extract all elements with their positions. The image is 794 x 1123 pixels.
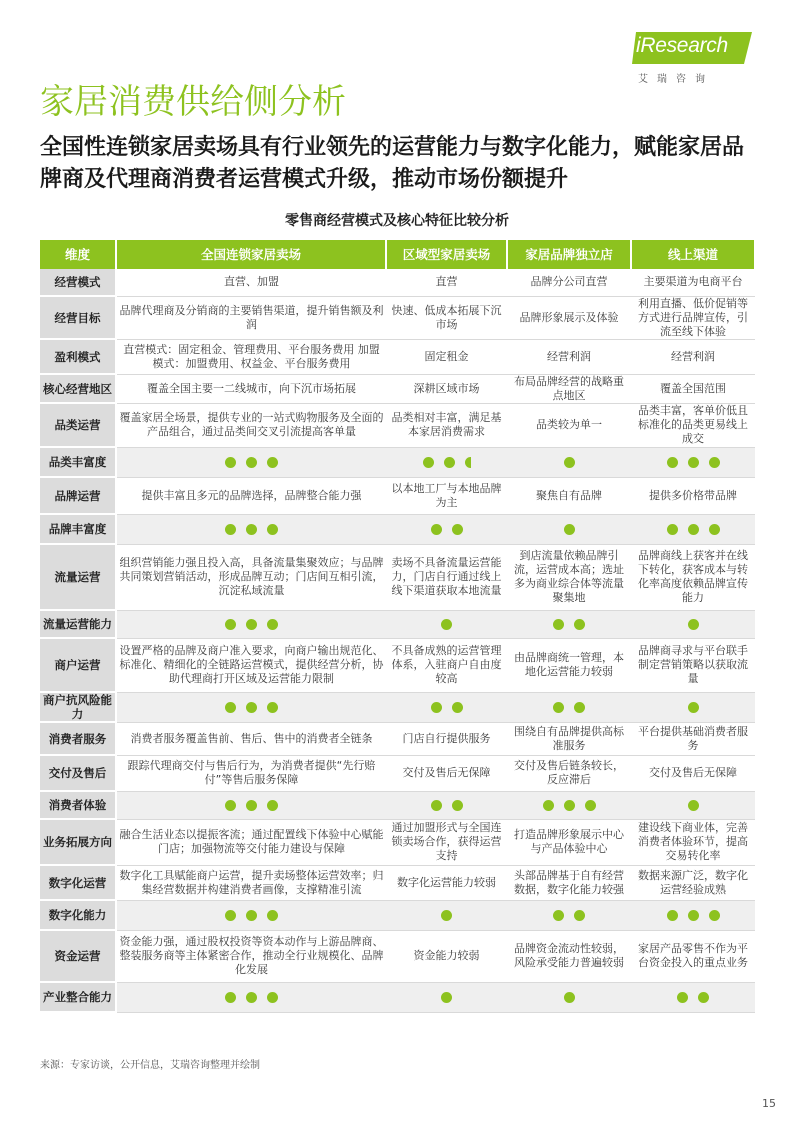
- row-label: 业务拓展方向: [40, 819, 116, 865]
- score-cell: [116, 610, 386, 638]
- table-row: [40, 477, 755, 514]
- page-subtitle: 全国性连锁家居卖场具有行业领先的运营能力与数字化能力，赋能家居品牌商及代理商消费者运营模式升级，推动市场份额提升: [40, 135, 745, 192]
- table-row: [40, 296, 755, 339]
- row-label: 交付及售后: [40, 755, 116, 791]
- table-row: [40, 544, 755, 610]
- score-cell: [116, 900, 386, 930]
- score-dot: [225, 619, 236, 630]
- score-dot: [564, 457, 575, 468]
- table-cell: 数据来源广泛，数字化运营经验成熟: [631, 865, 755, 900]
- row-label: 流量运营能力: [40, 610, 116, 638]
- table-cell: 头部品牌基于自有经营数据，数字化能力较强: [507, 865, 631, 900]
- score-dot: [677, 992, 688, 1003]
- row-label: 品牌丰富度: [40, 514, 116, 544]
- table-cell: 品类较为单一: [507, 403, 631, 447]
- table-cell: 经营利润: [631, 339, 755, 374]
- score-cell: [386, 791, 507, 819]
- header-national-chain: 全国连锁家居卖场: [116, 240, 386, 269]
- header-online: 线上渠道: [631, 240, 755, 269]
- table-cell: 覆盖家居全场景，提供专业的一站式购物服务及全面的产品组合，通过品类间交叉引流提高客单量: [116, 403, 386, 447]
- score-cell: [386, 447, 507, 477]
- row-label: 经营模式: [40, 269, 116, 296]
- table-cell: 打造品牌形象展示中心与产品体验中心: [507, 819, 631, 865]
- table-cell: 聚焦自有品牌: [507, 477, 631, 514]
- table-row: [40, 269, 755, 296]
- row-label: 核心经营地区: [40, 374, 116, 403]
- score-dot: [246, 619, 257, 630]
- table-cell: 设置严格的品牌及商户准入要求，向商户输出规范化、标准化、精细化的全链路运营模式，提供经营分析，协助代理商打开区域及运营能力限制: [116, 638, 386, 692]
- score-dot: [574, 910, 585, 921]
- score-dot: [267, 800, 278, 811]
- table-cell: 以本地工厂与本地品牌为主: [386, 477, 507, 514]
- score-cell: [631, 900, 755, 930]
- score-dot: [564, 524, 575, 535]
- table-row: [40, 930, 755, 982]
- table-row: [40, 339, 755, 374]
- table-cell: 通过加盟形式与全国连锁卖场合作，获得运营支持: [386, 819, 507, 865]
- table-cell: 消费者服务覆盖售前、售后、售中的消费者全链条: [116, 722, 386, 755]
- row-label: 盈利模式: [40, 339, 116, 374]
- table-cell: 资金能力强，通过股权投资等资本动作与上游品牌商、整装服务商等主体紧密合作，推动全行业规模化、品牌化发展: [116, 930, 386, 982]
- table-cell: 品类丰富，客单价低且标准化的品类更易线上成交: [631, 403, 755, 447]
- row-label: 经营目标: [40, 296, 116, 339]
- score-dot: [574, 702, 585, 713]
- score-dot: [267, 457, 278, 468]
- table-cell: 到店流量依赖品牌引流，运营成本高；选址多为商业综合体等流量聚集地: [507, 544, 631, 610]
- table-cell: 由品牌商统一管理，本地化运营能力较弱: [507, 638, 631, 692]
- score-dot: [431, 702, 442, 713]
- score-cell: [507, 514, 631, 544]
- score-cell: [386, 982, 507, 1012]
- table-cell: 直营模式：固定租金、管理费用、平台服务费用 加盟模式：加盟费用、权益金、平台服务费用: [116, 339, 386, 374]
- table-cell: 直营: [386, 269, 507, 296]
- table-cell: 利用直播、低价促销等方式进行品牌宣传，引流至线下体验: [631, 296, 755, 339]
- row-label: 数字化能力: [40, 900, 116, 930]
- score-cell: [116, 692, 386, 722]
- table-cell: 品牌商线上获客并在线下转化，获客成本与转化率高度依赖品牌宣传能力: [631, 544, 755, 610]
- score-cell: [116, 447, 386, 477]
- score-cell: [386, 692, 507, 722]
- score-dot: [452, 800, 463, 811]
- score-dot: [225, 702, 236, 713]
- row-label: 资金运营: [40, 930, 116, 982]
- logo-subtext: 艾瑞咨询: [638, 74, 714, 85]
- source-note: 来源：专家访谈，公开信息，艾瑞咨询整理并绘制: [40, 1060, 260, 1071]
- table-cell: 卖场不具备流量运营能力，门店自行通过线上线下渠道获取本地流量: [386, 544, 507, 610]
- score-dot: [452, 524, 463, 535]
- table-cell: 门店自行提供服务: [386, 722, 507, 755]
- score-dot: [246, 524, 257, 535]
- score-dot: [709, 524, 720, 535]
- row-label: 数字化运营: [40, 865, 116, 900]
- score-dot: [709, 457, 720, 468]
- score-cell: [116, 791, 386, 819]
- row-label: 品类丰富度: [40, 447, 116, 477]
- score-dot: [698, 992, 709, 1003]
- score-dot: [564, 992, 575, 1003]
- logo-text: iResearch: [636, 34, 728, 57]
- page-title: 家居消费供给侧分析: [40, 82, 346, 122]
- score-half-dot: [465, 457, 471, 468]
- score-dot: [441, 910, 452, 921]
- table-cell: 提供丰富且多元的品牌选择，品牌整合能力强: [116, 477, 386, 514]
- score-row: [40, 900, 755, 930]
- row-label: 商户运营: [40, 638, 116, 692]
- score-dot: [225, 992, 236, 1003]
- score-dot: [688, 800, 699, 811]
- row-label: 消费者服务: [40, 722, 116, 755]
- page-number: 15: [762, 1097, 776, 1110]
- table-cell: 品牌代理商及分销商的主要销售渠道，提升销售额及利润: [116, 296, 386, 339]
- header-brand-store: 家居品牌独立店: [507, 240, 631, 269]
- table-row: [40, 403, 755, 447]
- score-dot: [585, 800, 596, 811]
- score-dot: [246, 702, 257, 713]
- score-dot: [688, 457, 699, 468]
- table-cell: 深耕区域市场: [386, 374, 507, 403]
- table-cell: 平台提供基础消费者服务: [631, 722, 755, 755]
- table-cell: 不具备成熟的运营管理体系，入驻商户自由度较高: [386, 638, 507, 692]
- table-cell: 经营利润: [507, 339, 631, 374]
- table-cell: 交付及售后链条较长，反应滞后: [507, 755, 631, 791]
- table-cell: 建设线下商业体，完善消费者体验环节，提高交易转化率: [631, 819, 755, 865]
- score-cell: [116, 514, 386, 544]
- score-cell: [507, 610, 631, 638]
- table-cell: 品类相对丰富，满足基本家居消费需求: [386, 403, 507, 447]
- score-dot: [564, 800, 575, 811]
- score-dot: [225, 910, 236, 921]
- score-dot: [246, 800, 257, 811]
- score-cell: [631, 610, 755, 638]
- score-dot: [553, 619, 564, 630]
- score-dot: [553, 702, 564, 713]
- score-dot: [431, 524, 442, 535]
- header-regional: 区域型家居卖场: [386, 240, 507, 269]
- row-label: 消费者体验: [40, 791, 116, 819]
- table-cell: 融合生活业态以提振客流；通过配置线下体验中心赋能门店；加强物流等交付能力建设与保障: [116, 819, 386, 865]
- table-cell: 布局品牌经营的战略重点地区: [507, 374, 631, 403]
- score-row: [40, 791, 755, 819]
- table-cell: 固定租金: [386, 339, 507, 374]
- score-cell: [631, 791, 755, 819]
- row-label: 品类运营: [40, 403, 116, 447]
- score-row: [40, 692, 755, 722]
- score-dot: [267, 992, 278, 1003]
- score-row: [40, 514, 755, 544]
- score-cell: [507, 982, 631, 1012]
- score-row: [40, 982, 755, 1012]
- row-label: 商户抗风险能力: [40, 692, 116, 722]
- table-cell: 组织营销能力强且投入高，具备流量集聚效应；与品牌共同策划营销活动，形成品牌互动；门店间互相引流，沉淀私域流量: [116, 544, 386, 610]
- table-cell: 品牌分公司直营: [507, 269, 631, 296]
- score-dot: [444, 457, 455, 468]
- score-cell: [116, 982, 386, 1012]
- score-dot: [543, 800, 554, 811]
- table-cell: 资金能力较弱: [386, 930, 507, 982]
- score-dot: [688, 524, 699, 535]
- score-cell: [507, 900, 631, 930]
- score-cell: [386, 900, 507, 930]
- score-cell: [631, 692, 755, 722]
- table-cell: 覆盖全国主要一二线城市，向下沉市场拓展: [116, 374, 386, 403]
- score-dot: [688, 702, 699, 713]
- table-row: [40, 819, 755, 865]
- score-cell: [631, 447, 755, 477]
- score-dot: [574, 619, 585, 630]
- score-dot: [553, 910, 564, 921]
- score-dot: [688, 910, 699, 921]
- header-dimension: 维度: [40, 240, 116, 269]
- score-cell: [507, 692, 631, 722]
- table-row: [40, 755, 755, 791]
- table-cell: 围绕自有品牌提供高标准服务: [507, 722, 631, 755]
- score-row: [40, 610, 755, 638]
- table-cell: 提供多价格带品牌: [631, 477, 755, 514]
- score-dot: [267, 910, 278, 921]
- score-dot: [441, 992, 452, 1003]
- score-dot: [225, 800, 236, 811]
- score-dot: [667, 910, 678, 921]
- table-cell: 覆盖全国范围: [631, 374, 755, 403]
- score-cell: [631, 514, 755, 544]
- comparison-table: [40, 240, 756, 1013]
- table-cell: 数字化运营能力较弱: [386, 865, 507, 900]
- table-cell: 跟踪代理商交付与售后行为，为消费者提供“先行赔付”等售后服务保障: [116, 755, 386, 791]
- table-cell: 主要渠道为电商平台: [631, 269, 755, 296]
- score-dot: [452, 702, 463, 713]
- score-dot: [431, 800, 442, 811]
- table-header-row: [40, 240, 755, 269]
- score-dot: [709, 910, 720, 921]
- score-cell: [631, 982, 755, 1012]
- row-label: 流量运营: [40, 544, 116, 610]
- table-body: [40, 269, 755, 1012]
- table-cell: 家居产品零售不作为平台资金投入的重点业务: [631, 930, 755, 982]
- score-dot: [246, 457, 257, 468]
- score-cell: [386, 514, 507, 544]
- table-row: [40, 638, 755, 692]
- table-cell: 直营、加盟: [116, 269, 386, 296]
- table-cell: 品牌商寻求与平台联手制定营销策略以获取流量: [631, 638, 755, 692]
- table-cell: 快速、低成本拓展下沉市场: [386, 296, 507, 339]
- score-dot: [246, 910, 257, 921]
- score-dot: [667, 457, 678, 468]
- iresearch-logo: [632, 32, 767, 92]
- score-dot: [267, 702, 278, 713]
- score-dot: [246, 992, 257, 1003]
- score-row: [40, 447, 755, 477]
- score-cell: [507, 447, 631, 477]
- score-dot: [267, 524, 278, 535]
- table-cell: 交付及售后无保障: [631, 755, 755, 791]
- table-row: [40, 865, 755, 900]
- table-cell: 数字化工具赋能商户运营，提升卖场整体运营效率；归集经营数据并构建消费者画像，支撑精准引流: [116, 865, 386, 900]
- score-cell: [386, 610, 507, 638]
- score-dot: [267, 619, 278, 630]
- table-row: [40, 722, 755, 755]
- table-cell: 交付及售后无保障: [386, 755, 507, 791]
- score-dot: [688, 619, 699, 630]
- table-row: [40, 374, 755, 403]
- score-dot: [225, 457, 236, 468]
- table-cell: 品牌形象展示及体验: [507, 296, 631, 339]
- table-cell: 品牌资金流动性较弱，风险承受能力普遍较弱: [507, 930, 631, 982]
- score-cell: [507, 791, 631, 819]
- score-dot: [423, 457, 434, 468]
- score-dot: [667, 524, 678, 535]
- score-dot: [225, 524, 236, 535]
- row-label: 品牌运营: [40, 477, 116, 514]
- row-label: 产业整合能力: [40, 982, 116, 1012]
- table-title: 零售商经营模式及核心特征比较分析: [285, 213, 509, 229]
- score-dot: [441, 619, 452, 630]
